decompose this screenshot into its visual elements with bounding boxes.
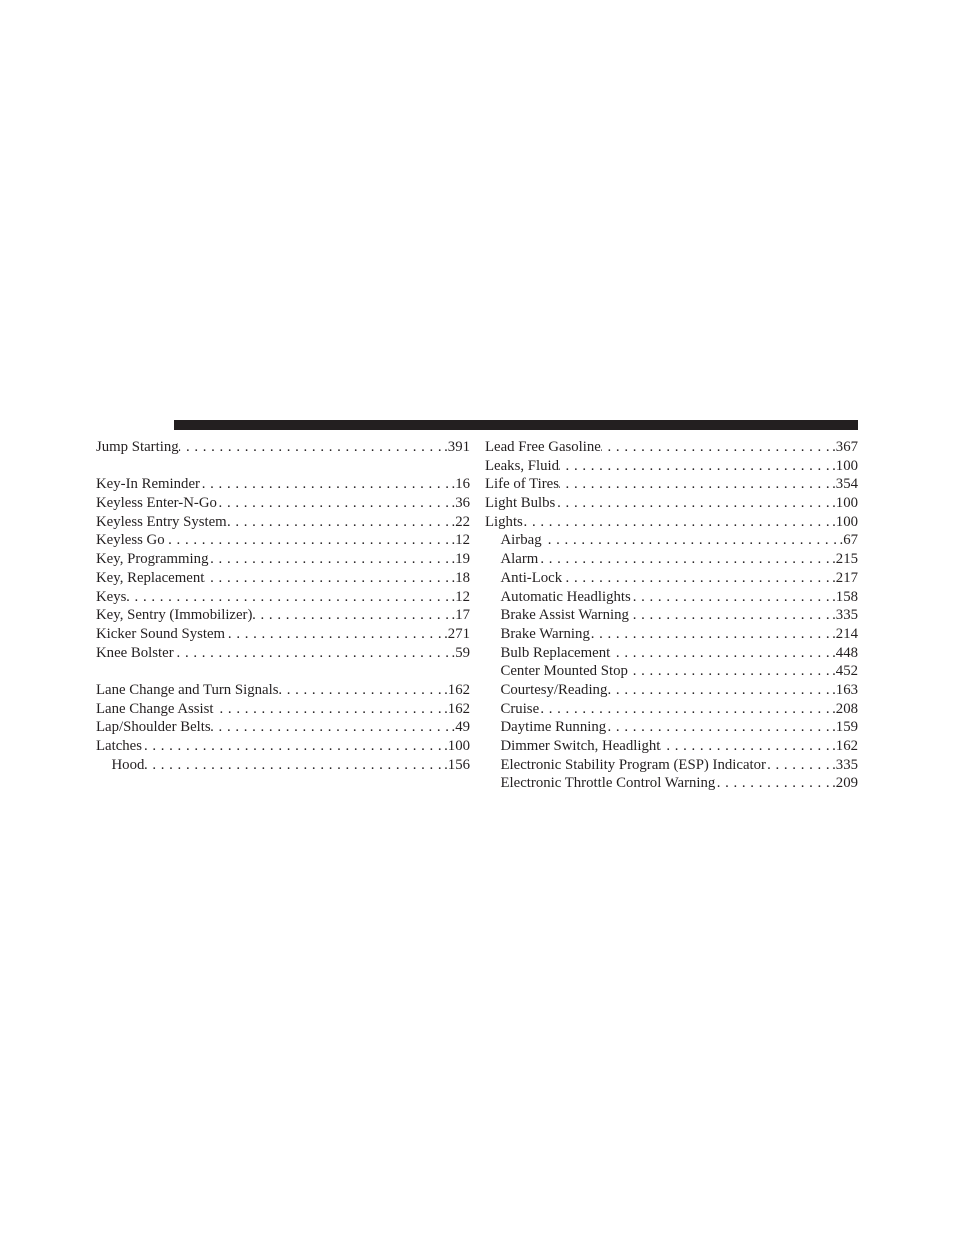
index-page-number: .162 xyxy=(444,681,470,698)
index-entry xyxy=(96,513,470,532)
index-term: Light Bulbs xyxy=(485,495,556,512)
index-entry xyxy=(96,438,470,457)
index-subentry xyxy=(485,718,858,737)
dot-leader xyxy=(200,475,452,494)
dot-leader xyxy=(559,457,832,476)
dot-leader xyxy=(607,681,832,700)
index-page-number: .18 xyxy=(451,569,470,586)
index-subentry xyxy=(485,700,858,719)
index-page-number: .49 xyxy=(451,719,470,736)
section-header-rule xyxy=(174,420,858,430)
index-page-number: .367 xyxy=(832,439,858,455)
index-entry xyxy=(96,737,470,756)
dot-leader xyxy=(606,718,832,737)
index-term: Knee Bolster xyxy=(96,644,174,661)
index-term: Keyless Go xyxy=(96,532,165,549)
index-term: Lights xyxy=(485,513,523,530)
dot-leader xyxy=(628,662,832,681)
dot-leader xyxy=(144,756,444,775)
index-entry xyxy=(96,681,470,700)
index-term: Key, Sentry (Immobilizer) xyxy=(96,607,253,624)
dot-leader xyxy=(179,438,444,457)
dot-leader xyxy=(214,700,445,719)
index-subentry xyxy=(485,737,858,756)
index-page-number: .22 xyxy=(451,513,470,530)
index-page-number: .335 xyxy=(832,756,858,773)
index-term: Bulb Replacement xyxy=(500,644,611,661)
index-subentry xyxy=(96,756,470,775)
index-entry xyxy=(485,513,858,532)
index-term: Lane Change and Turn Signals xyxy=(96,681,279,698)
index-page-number: .100 xyxy=(832,495,858,512)
index-entry xyxy=(96,531,470,550)
index-term: Hood xyxy=(111,756,145,773)
index-subentry xyxy=(485,550,858,569)
dot-leader xyxy=(211,718,452,737)
index-page-number: .215 xyxy=(832,551,858,568)
index-page-number: .271 xyxy=(444,625,470,642)
index-entry xyxy=(96,718,470,737)
index-term: Kicker Sound System xyxy=(96,625,226,642)
index-subentry xyxy=(485,681,858,700)
index-page-number: .12 xyxy=(451,532,470,549)
index-entry xyxy=(485,457,858,476)
index-page-number: .391 xyxy=(444,439,470,455)
dot-leader xyxy=(217,494,452,513)
index-page-number: .100 xyxy=(832,457,858,474)
dot-leader xyxy=(601,438,832,457)
index-page-number: .12 xyxy=(451,588,470,605)
index-term: Keyless Enter-N-Go xyxy=(96,495,217,512)
dot-leader xyxy=(174,644,452,663)
index-subentry xyxy=(485,756,858,775)
index-term: Brake Warning xyxy=(500,625,590,642)
index-entry xyxy=(96,606,470,625)
index-subentry xyxy=(485,625,858,644)
dot-leader xyxy=(165,531,452,550)
index-subentry xyxy=(485,531,858,550)
index-term: Electronic Stability Program (ESP) Indicator xyxy=(500,756,766,773)
dot-leader xyxy=(539,700,832,719)
dot-leader xyxy=(252,606,451,625)
dot-leader xyxy=(126,588,451,607)
index-page-number: .452 xyxy=(832,663,858,680)
index-term: Jump Starting xyxy=(96,439,179,455)
dot-leader xyxy=(555,494,832,513)
dot-leader xyxy=(227,513,452,532)
index-term: Center Mounted Stop xyxy=(500,663,628,680)
index-term: Keyless Entry System xyxy=(96,513,227,530)
dot-leader xyxy=(225,625,444,644)
index-term: Key, Replacement xyxy=(96,569,205,586)
index-term: Daytime Running xyxy=(500,719,607,736)
dot-leader xyxy=(142,737,444,756)
index-term: Electronic Throttle Control Warning xyxy=(500,775,716,792)
index-page-number: .209 xyxy=(832,775,858,792)
index-page-number: .36 xyxy=(451,495,470,512)
index-page-number: .162 xyxy=(832,738,858,754)
index-term: Cruise xyxy=(500,700,540,717)
index-term: Lead Free Gasoline xyxy=(485,439,601,455)
index-term: Brake Assist Warning xyxy=(500,607,629,624)
index-column-left xyxy=(96,438,470,774)
index-page-number: .335 xyxy=(832,607,858,624)
index-page-number: .17 xyxy=(451,607,470,624)
index-page-number: .448 xyxy=(832,644,858,661)
index-page-number: .19 xyxy=(451,551,470,568)
index-term: Life of Tires xyxy=(485,476,559,493)
dot-leader xyxy=(766,756,832,775)
index-term: Latches xyxy=(96,738,143,754)
index-page-number: .214 xyxy=(832,625,858,642)
index-subentry xyxy=(485,644,858,663)
index-entry xyxy=(96,700,470,719)
index-term: Lane Change Assist xyxy=(96,700,214,717)
index-page-number: .208 xyxy=(832,700,858,717)
index-term: Keys xyxy=(96,588,127,605)
index-subentry xyxy=(485,774,858,793)
index-page-number: .16 xyxy=(451,476,470,493)
index-subentry xyxy=(485,662,858,681)
index-page-number: .217 xyxy=(832,569,858,586)
index-entry xyxy=(485,494,858,513)
dot-leader xyxy=(562,569,832,588)
index-subentry xyxy=(485,588,858,607)
dot-leader xyxy=(590,625,832,644)
index-page-number: .100 xyxy=(832,513,858,530)
index-entry xyxy=(96,644,470,663)
index-entry xyxy=(96,569,470,588)
dot-leader xyxy=(278,681,444,700)
index-term: Anti-Lock xyxy=(500,569,563,586)
index-term: Key-In Reminder xyxy=(96,476,200,493)
index-entry xyxy=(485,438,858,457)
index-page-number: .354 xyxy=(832,476,858,493)
dot-leader xyxy=(559,475,832,494)
index-term: Courtesy/Reading xyxy=(500,681,608,698)
dot-leader xyxy=(610,644,832,663)
dot-leader xyxy=(538,550,832,569)
dot-leader xyxy=(542,531,840,550)
index-page-number: .159 xyxy=(832,719,858,736)
index-column-right xyxy=(485,438,858,793)
index-page-number: .59 xyxy=(451,644,470,661)
dot-leader xyxy=(715,774,832,793)
index-term: Key, Programming xyxy=(96,551,209,568)
dot-leader xyxy=(523,513,832,532)
index-entry xyxy=(96,588,470,607)
index-term: Leaks, Fluid xyxy=(485,457,559,474)
index-term: Automatic Headlights xyxy=(500,588,631,605)
dot-leader xyxy=(631,588,832,607)
index-entry xyxy=(96,475,470,494)
index-term: Lap/Shoulder Belts xyxy=(96,719,211,736)
dot-leader xyxy=(660,737,832,756)
dot-leader xyxy=(204,569,451,588)
index-term: Airbag xyxy=(500,532,542,549)
index-subentry xyxy=(485,569,858,588)
index-page-number: .67 xyxy=(839,532,858,549)
index-page-number: .158 xyxy=(832,588,858,605)
index-entry xyxy=(96,550,470,569)
index-subentry xyxy=(485,606,858,625)
index-entry xyxy=(96,625,470,644)
index-page-number: .163 xyxy=(832,681,858,698)
index-page-number: .100 xyxy=(444,738,470,754)
index-entry xyxy=(485,475,858,494)
index-entry xyxy=(96,494,470,513)
index-page-number: .162 xyxy=(444,700,470,717)
dot-leader xyxy=(629,606,832,625)
index-page-number: .156 xyxy=(444,756,470,773)
index-term: Dimmer Switch, Headlight xyxy=(500,738,661,754)
index-term: Alarm xyxy=(500,551,539,568)
dot-leader xyxy=(208,550,451,569)
